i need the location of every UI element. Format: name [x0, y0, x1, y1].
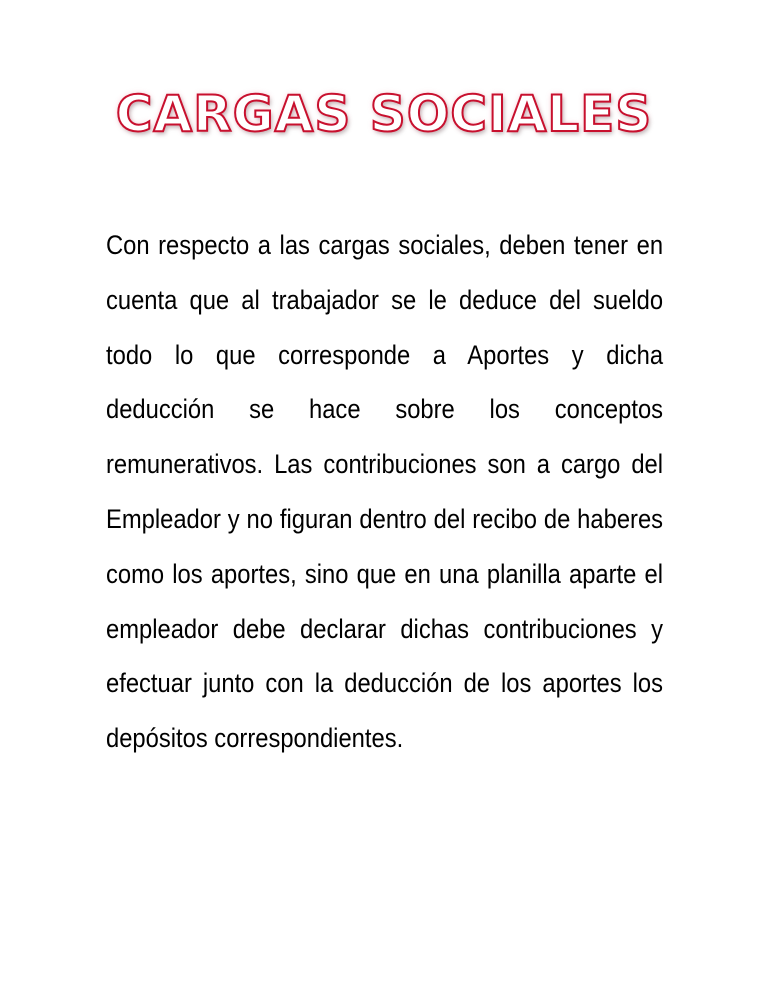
body-paragraph: Con respecto a las cargas sociales, deben tener en cuenta que al trabajador se le deduce del sueldo todo lo que corresponde a Aportes y dicha deducción se hace sobre los conceptos remunerativos. Las contribuciones son a cargo del Empleador y no figuran dentro del recibo de haberes como los aportes, sino que en una planilla aparte el empleador debe declarar dichas contribuciones y efectuar junto con la deducción de los aportes los depósitos correspondientes. [106, 230, 664, 754]
document-title: CARGAS SOCIALES [115, 85, 653, 143]
